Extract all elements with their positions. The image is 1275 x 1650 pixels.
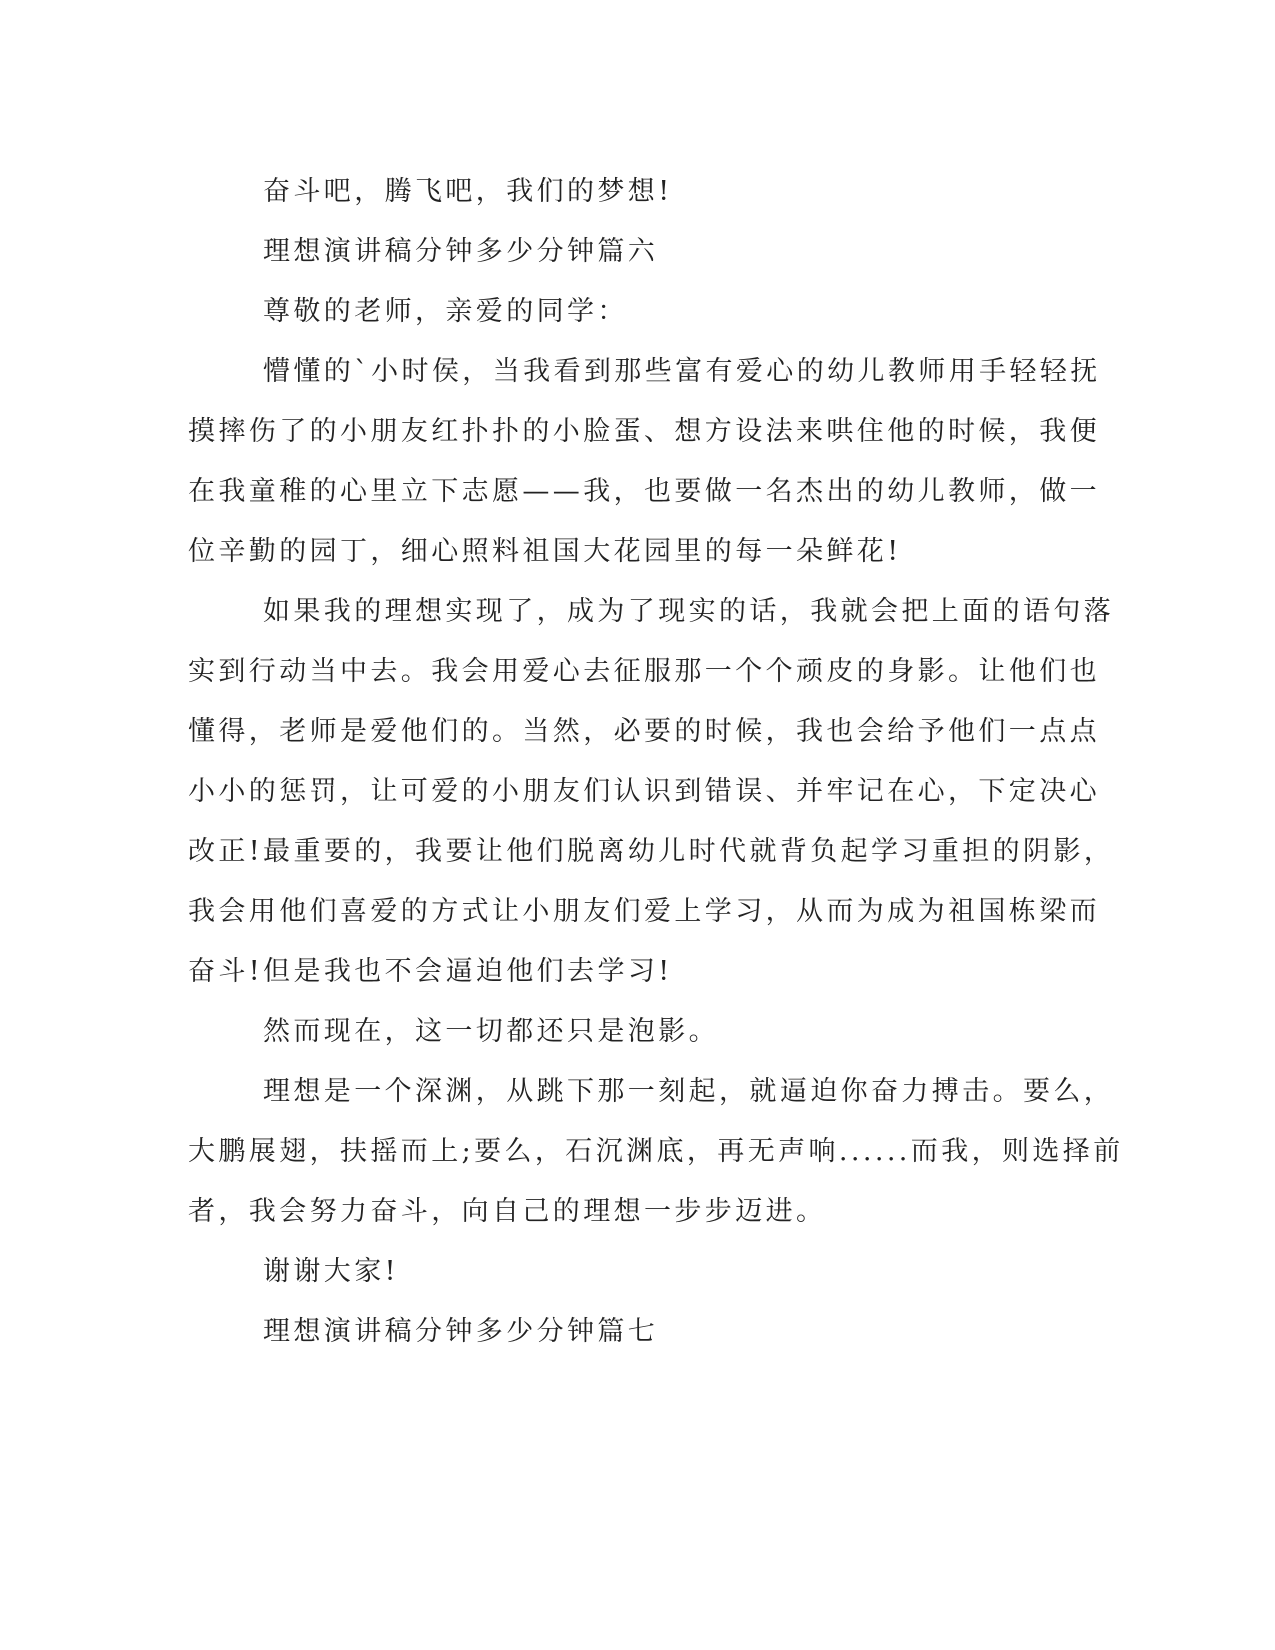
paragraph-2-line-4: 小小的惩罚，让可爱的小朋友们认识到错误、并牢记在心，下定决心 xyxy=(188,776,1100,807)
paragraph-1-line-4: 位辛勤的园丁，细心照料祖国大花园里的每一朵鲜花! xyxy=(188,536,902,567)
paragraph-2-line-2: 实到行动当中去。我会用爱心去征服那一个个顽皮的身影。让他们也 xyxy=(188,656,1100,687)
paragraph-2-line-1: 如果我的理想实现了，成为了现实的话，我就会把上面的语句落 xyxy=(263,596,1115,627)
paragraph-4-line-1: 理想是一个深渊，从跳下那一刻起，就逼迫你奋力搏击。要么， xyxy=(263,1076,1115,1107)
document-body xyxy=(188,162,1124,1362)
paragraph-4-line-2: 大鹏展翅，扶摇而上;要么，石沉渊底，再无声响......而我，则选择前 xyxy=(188,1136,1124,1167)
salutation: 尊敬的老师，亲爱的同学： xyxy=(263,296,628,327)
paragraph-1-line-2: 摸摔伤了的小朋友红扑扑的小脸蛋、想方设法来哄住他的时候，我便 xyxy=(188,416,1100,447)
paragraph-1-line-1: 懵懂的`小时侯，当我看到那些富有爱心的幼儿教师用手轻轻抚 xyxy=(263,356,1101,387)
paragraph-2-line-6: 我会用他们喜爱的方式让小朋友们爱上学习，从而为成为祖国栋梁而 xyxy=(188,896,1100,927)
thanks-line: 谢谢大家! xyxy=(263,1256,399,1287)
paragraph-4-line-3: 者，我会努力奋斗，向自己的理想一步步迈进。 xyxy=(188,1196,827,1227)
paragraph-2-line-5: 改正!最重要的，我要让他们脱离幼儿时代就背负起学习重担的阴影， xyxy=(188,836,1115,867)
closing-line: 奋斗吧，腾飞吧，我们的梦想! xyxy=(263,176,673,207)
paragraph-3-line-1: 然而现在，这一切都还只是泡影。 xyxy=(263,1016,719,1047)
paragraph-1-line-3: 在我童稚的心里立下志愿——我，也要做一名杰出的幼儿教师，做一 xyxy=(188,476,1100,507)
paragraph-2-line-3: 懂得，老师是爱他们的。当然，必要的时候，我也会给予他们一点点 xyxy=(188,716,1100,747)
section-heading-seven: 理想演讲稿分钟多少分钟篇七 xyxy=(263,1316,659,1347)
paragraph-2-line-7: 奋斗!但是我也不会逼迫他们去学习! xyxy=(188,956,673,987)
section-heading-six: 理想演讲稿分钟多少分钟篇六 xyxy=(263,236,659,267)
